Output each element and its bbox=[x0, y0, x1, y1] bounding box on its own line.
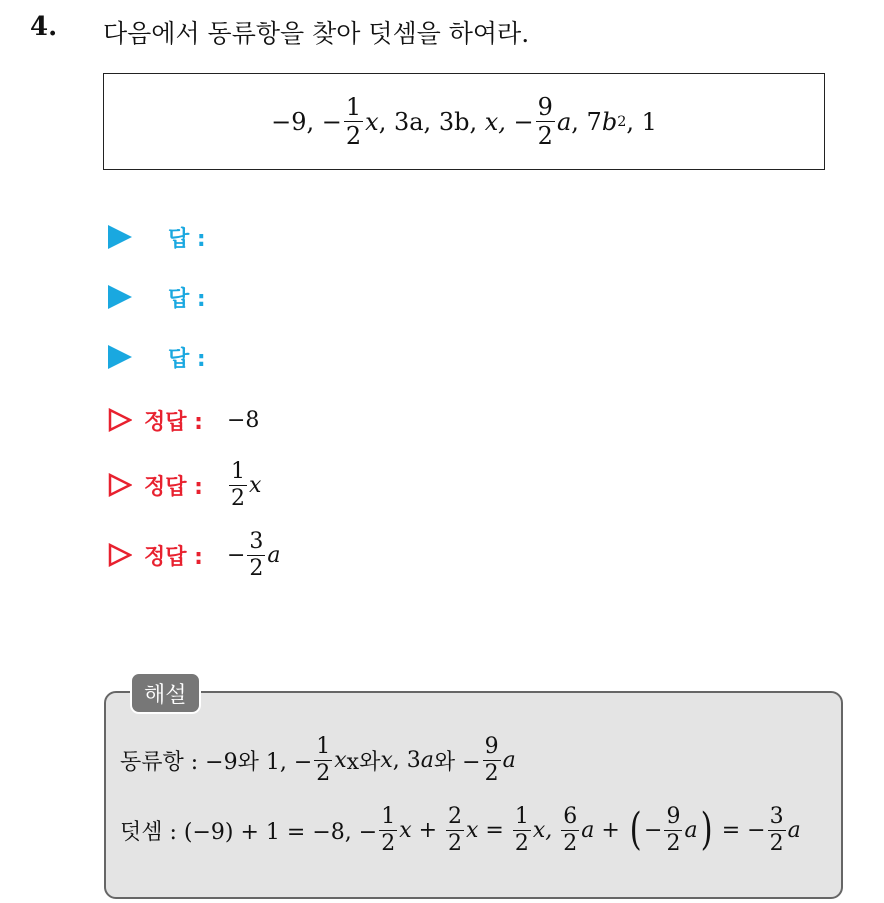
variable: a bbox=[684, 817, 698, 843]
term-4: 3b, bbox=[438, 107, 478, 136]
fraction bbox=[664, 803, 682, 856]
numerator: 2 bbox=[448, 803, 463, 829]
variable: x bbox=[380, 747, 393, 773]
term-5: x, bbox=[484, 107, 506, 136]
denominator: 2 bbox=[769, 830, 784, 856]
sep: , bbox=[378, 107, 387, 136]
variable: a bbox=[787, 817, 801, 843]
numerator: 1 bbox=[514, 803, 529, 829]
denominator: 2 bbox=[316, 760, 331, 786]
term-3: 3a, bbox=[393, 107, 432, 136]
denominator: 2 bbox=[514, 830, 529, 856]
term-2-sign: − bbox=[321, 107, 342, 136]
fraction-term-6 bbox=[536, 95, 555, 148]
variable: x bbox=[334, 747, 347, 773]
fraction bbox=[247, 528, 265, 581]
answer-row-1 bbox=[108, 217, 206, 257]
text: 덧셈 : (−9) + 1 = −8, − bbox=[120, 819, 378, 845]
fraction bbox=[768, 803, 786, 856]
question-text: 다음에서 동류항을 찾아 덧셈을 하여라. bbox=[103, 19, 530, 48]
text: x + bbox=[399, 817, 438, 843]
text: , 3 bbox=[392, 747, 421, 773]
fraction bbox=[483, 733, 501, 786]
outline-triangle-icon bbox=[108, 543, 132, 567]
variable: x bbox=[248, 472, 262, 498]
term-7-coef: 7 bbox=[586, 107, 602, 136]
explanation-tag: 해설 bbox=[130, 672, 201, 714]
denominator: 2 bbox=[666, 830, 681, 856]
denominator: 2 bbox=[381, 830, 396, 856]
play-triangle-icon bbox=[108, 345, 132, 369]
numerator: 1 bbox=[230, 458, 245, 484]
term-1: −9, bbox=[271, 107, 315, 136]
term-2-var: x bbox=[365, 107, 379, 136]
text: x와 bbox=[346, 749, 381, 775]
solution-label: 정답 : bbox=[144, 409, 203, 435]
numerator: 1 bbox=[345, 93, 362, 121]
numerator: 3 bbox=[769, 803, 784, 829]
text: = − bbox=[721, 817, 766, 843]
numerator: 9 bbox=[666, 803, 681, 829]
outline-triangle-icon bbox=[108, 408, 132, 432]
answer-label: 답 : bbox=[168, 286, 206, 312]
denominator: 2 bbox=[484, 760, 499, 786]
question-number: 4. bbox=[30, 12, 58, 42]
denominator: 2 bbox=[563, 830, 578, 856]
solution-label: 정답 : bbox=[144, 544, 203, 570]
denominator: 2 bbox=[537, 122, 553, 150]
text: 와 − bbox=[433, 749, 481, 775]
play-triangle-icon bbox=[108, 225, 132, 249]
term-7-var: b bbox=[601, 107, 618, 136]
term-6-var: a bbox=[556, 107, 572, 136]
explanation-box bbox=[104, 691, 843, 899]
solution-row-1 bbox=[108, 400, 259, 440]
solution-row-3 bbox=[108, 525, 281, 585]
numerator: 9 bbox=[537, 93, 553, 121]
solution-row-2 bbox=[108, 455, 261, 515]
answer-row-2 bbox=[108, 277, 206, 317]
right-paren: ) bbox=[700, 804, 713, 855]
fraction bbox=[513, 803, 531, 856]
denominator: 2 bbox=[249, 555, 264, 581]
solution-value bbox=[227, 458, 262, 511]
variable: a bbox=[420, 747, 434, 773]
fraction bbox=[561, 803, 579, 856]
variable: a bbox=[267, 542, 281, 568]
text: x, bbox=[532, 817, 553, 843]
fraction bbox=[229, 458, 247, 511]
answer-label: 답 : bbox=[168, 346, 206, 372]
denominator: 2 bbox=[448, 830, 463, 856]
numerator: 9 bbox=[484, 733, 499, 759]
solution-value: −8 bbox=[226, 407, 260, 433]
text: x = bbox=[466, 817, 504, 843]
answer-label: 답 : bbox=[168, 226, 206, 252]
sep: , bbox=[571, 107, 579, 136]
sep: , bbox=[626, 107, 634, 136]
answer-row-3 bbox=[108, 337, 206, 377]
term-6-sign: − bbox=[513, 107, 534, 136]
fraction bbox=[379, 803, 397, 856]
sign: − bbox=[226, 542, 246, 568]
solution-label: 정답 : bbox=[144, 474, 203, 500]
denominator: 2 bbox=[230, 485, 245, 511]
fraction-term-2 bbox=[344, 95, 363, 148]
numerator: 3 bbox=[249, 528, 264, 554]
numerator: 1 bbox=[381, 803, 396, 829]
fraction bbox=[446, 803, 464, 856]
play-triangle-icon bbox=[108, 285, 132, 309]
outline-triangle-icon bbox=[108, 473, 132, 497]
expression-box bbox=[103, 73, 825, 170]
variable: a bbox=[502, 747, 516, 773]
explanation-line-1 bbox=[120, 728, 516, 792]
fraction bbox=[314, 733, 332, 786]
expression bbox=[104, 74, 824, 169]
solution-value bbox=[226, 528, 281, 581]
explanation-line-2 bbox=[120, 798, 801, 862]
numerator: 6 bbox=[563, 803, 578, 829]
term-8: 1 bbox=[641, 107, 657, 136]
text: a + bbox=[581, 817, 620, 843]
numerator: 1 bbox=[316, 733, 331, 759]
text: − bbox=[644, 817, 663, 843]
text: 동류항 : −9와 1, − bbox=[120, 749, 313, 775]
left-paren: ( bbox=[629, 804, 642, 855]
denominator: 2 bbox=[345, 122, 362, 150]
term-7-exp: 2 bbox=[617, 113, 627, 130]
